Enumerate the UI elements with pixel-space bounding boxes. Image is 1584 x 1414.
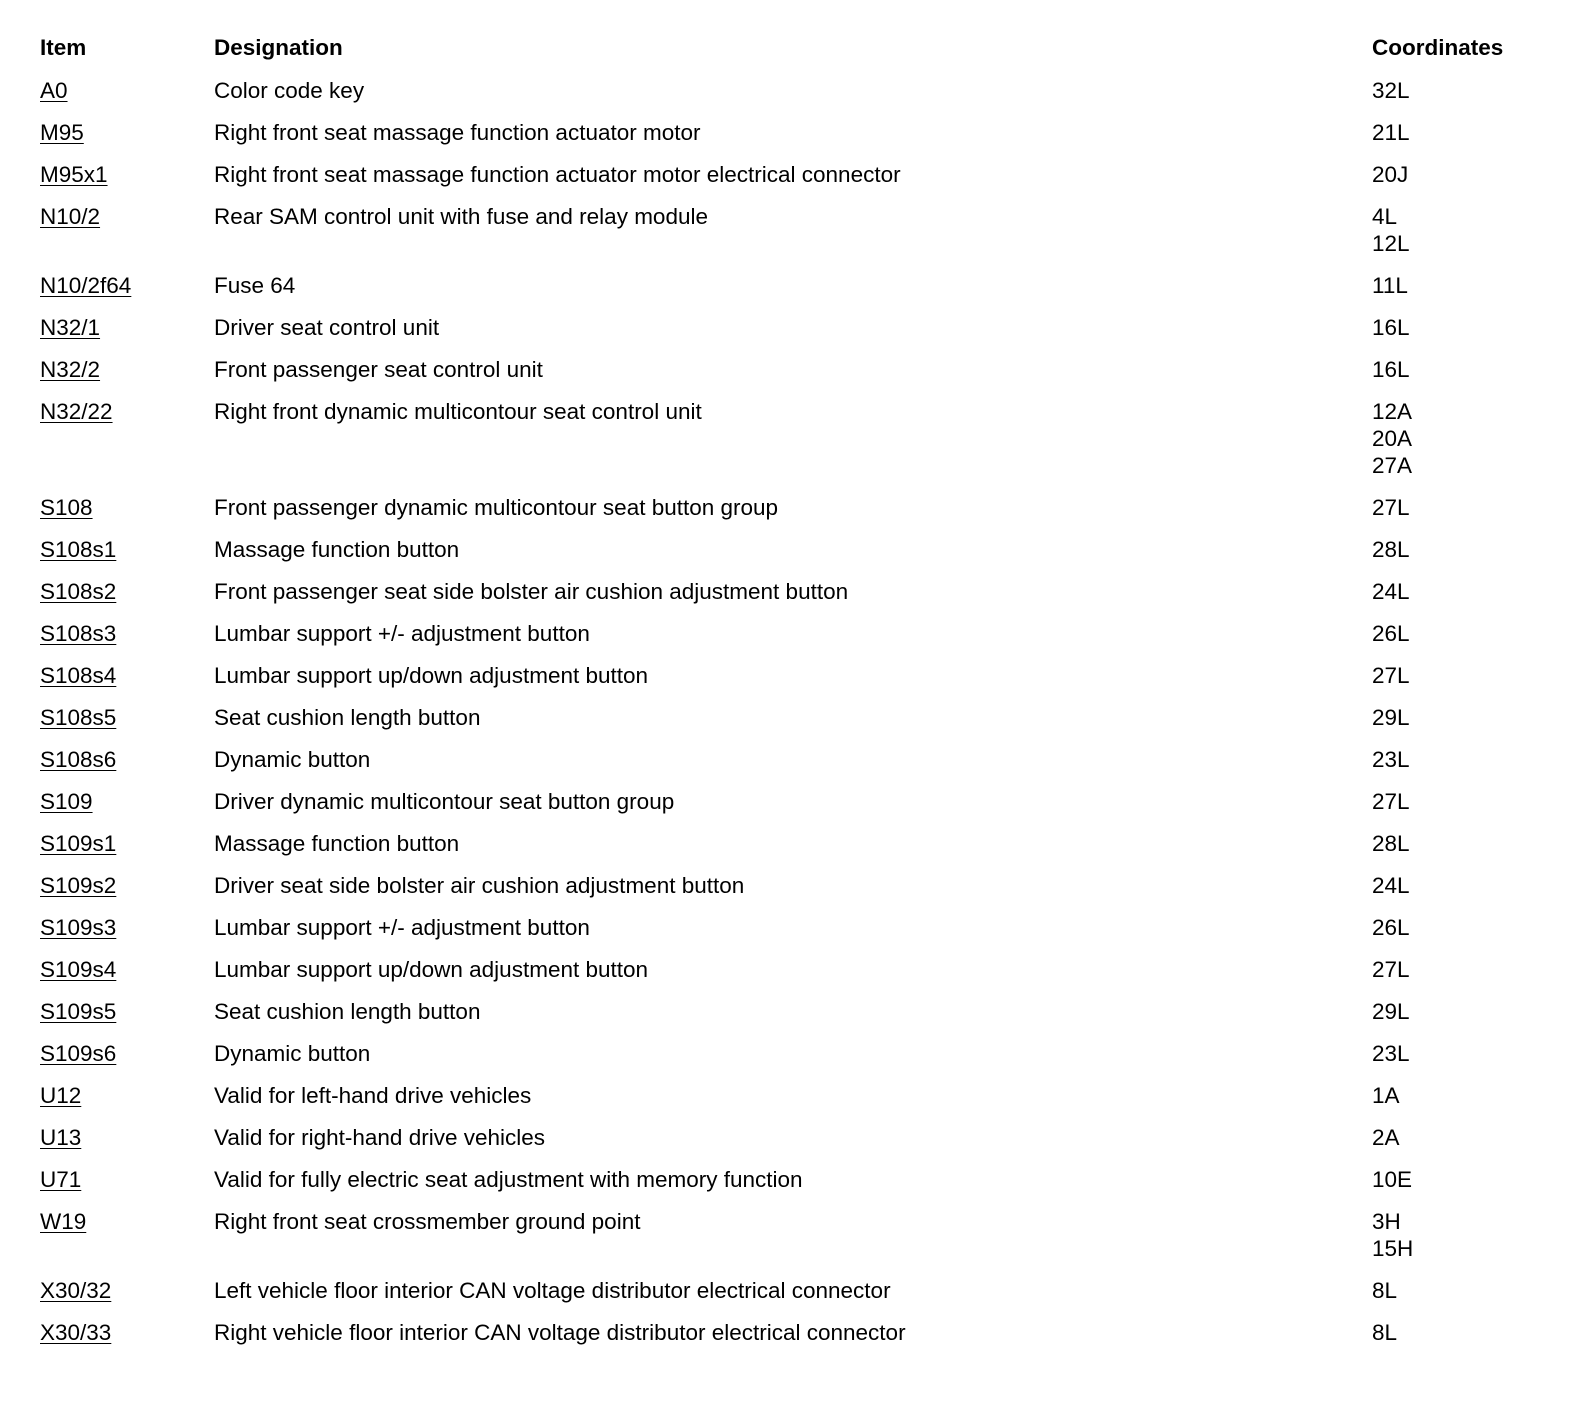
coordinate-value: 26L: [1372, 915, 1410, 940]
coordinates-cell: [1372, 991, 1532, 1033]
designation-cell: Front passenger dynamic multicontour seat button group: [214, 495, 779, 520]
designation-cell: Valid for right-hand drive vehicles: [214, 1125, 545, 1150]
item-cell: [30, 655, 214, 697]
coordinate-value: 27L: [1372, 957, 1410, 982]
table-row: [30, 1312, 1532, 1354]
item-link[interactable]: S109s4: [40, 957, 117, 982]
item-link[interactable]: U71: [40, 1167, 82, 1192]
item-link[interactable]: S109s3: [40, 915, 117, 940]
coordinates-cell: [1372, 739, 1532, 781]
item-cell: [30, 949, 214, 991]
item-cell: [30, 265, 214, 307]
item-cell: [30, 823, 214, 865]
table-row: [30, 781, 1532, 823]
item-link[interactable]: S109: [40, 789, 93, 814]
table-row: [30, 112, 1532, 154]
item-cell: [30, 613, 214, 655]
table-row: [30, 613, 1532, 655]
coordinates-cell: [1372, 1312, 1532, 1354]
item-cell: [30, 196, 214, 265]
item-cell: [30, 571, 214, 613]
coordinate-value: 8L: [1372, 1278, 1398, 1303]
coordinates-cell: [1372, 655, 1532, 697]
item-cell: [30, 1270, 214, 1312]
legend-rows: [30, 70, 1532, 1354]
coordinate-value: 16L: [1372, 315, 1410, 340]
item-link[interactable]: U12: [40, 1083, 82, 1108]
coordinates-cell: [1372, 265, 1532, 307]
coordinates-cell: [1372, 70, 1532, 112]
coordinates-cell: [1372, 196, 1532, 265]
designation-cell: Front passenger seat control unit: [214, 357, 543, 382]
designation-cell: Massage function button: [214, 831, 460, 856]
item-link[interactable]: S108s6: [40, 747, 117, 772]
table-row: [30, 154, 1532, 196]
coordinate-value: 15H: [1372, 1236, 1414, 1261]
coordinate-value: 20J: [1372, 162, 1409, 187]
coordinate-value: 23L: [1372, 1041, 1410, 1066]
coordinates-cell: [1372, 907, 1532, 949]
coordinates-cell: [1372, 949, 1532, 991]
item-link[interactable]: S108s2: [40, 579, 117, 604]
coordinates-cell: [1372, 1270, 1532, 1312]
coordinates-cell: [1372, 307, 1532, 349]
item-cell: [30, 487, 214, 529]
item-column-header: Item: [40, 35, 87, 60]
table-row: [30, 529, 1532, 571]
item-cell: [30, 391, 214, 487]
coordinate-value: 27L: [1372, 495, 1410, 520]
item-link[interactable]: S108s4: [40, 663, 117, 688]
component-legend-table: [30, 28, 1532, 1354]
table-row: [30, 487, 1532, 529]
item-link[interactable]: M95: [40, 120, 84, 145]
table-row: [30, 265, 1532, 307]
table-row: [30, 907, 1532, 949]
item-cell: [30, 739, 214, 781]
item-cell: [30, 70, 214, 112]
item-cell: [30, 1312, 214, 1354]
item-link[interactable]: S109s5: [40, 999, 117, 1024]
item-cell: [30, 865, 214, 907]
coordinate-value: 27A: [1372, 453, 1413, 478]
coordinate-value: 8L: [1372, 1320, 1398, 1345]
coordinate-value: 4L: [1372, 204, 1398, 229]
item-link[interactable]: W19: [40, 1209, 87, 1234]
designation-cell: Driver dynamic multicontour seat button group: [214, 789, 675, 814]
item-link[interactable]: N32/1: [40, 315, 101, 340]
item-cell: [30, 697, 214, 739]
designation-cell: Right front dynamic multicontour seat control unit: [214, 399, 702, 424]
table-row: [30, 697, 1532, 739]
designation-cell: Color code key: [214, 78, 365, 103]
table-row: [30, 1117, 1532, 1159]
coordinate-value: 21L: [1372, 120, 1410, 145]
item-cell: [30, 1033, 214, 1075]
coordinate-value: 12A: [1372, 399, 1413, 424]
table-row: [30, 571, 1532, 613]
designation-cell: Front passenger seat side bolster air cushion adjustment button: [214, 579, 849, 604]
item-link[interactable]: S108s3: [40, 621, 117, 646]
item-link[interactable]: S109s6: [40, 1041, 117, 1066]
table-row: [30, 307, 1532, 349]
coordinates-cell: [1372, 1159, 1532, 1201]
coordinate-value: 23L: [1372, 747, 1410, 772]
item-link[interactable]: N32/2: [40, 357, 101, 382]
designation-cell: Lumbar support up/down adjustment button: [214, 663, 649, 688]
item-cell: [30, 1201, 214, 1270]
item-cell: [30, 907, 214, 949]
item-link[interactable]: S108: [40, 495, 93, 520]
coordinate-value: 1A: [1372, 1083, 1400, 1108]
coordinate-value: 26L: [1372, 621, 1410, 646]
coordinates-cell: [1372, 154, 1532, 196]
item-link[interactable]: N10/2f64: [40, 273, 132, 298]
coordinates-cell: [1372, 1033, 1532, 1075]
coordinates-cell: [1372, 613, 1532, 655]
designation-column-header: Designation: [214, 35, 343, 60]
item-cell: [30, 307, 214, 349]
item-cell: [30, 112, 214, 154]
table-row: [30, 949, 1532, 991]
table-row: [30, 1201, 1532, 1270]
item-cell: [30, 1117, 214, 1159]
coordinates-column-header: Coordinates: [1372, 35, 1504, 60]
designation-cell: Seat cushion length button: [214, 705, 481, 730]
table-row: [30, 1270, 1532, 1312]
table-row: [30, 739, 1532, 781]
coordinates-cell: [1372, 112, 1532, 154]
item-link[interactable]: X30/33: [40, 1320, 112, 1345]
item-cell: [30, 1075, 214, 1117]
designation-cell: Lumbar support +/- adjustment button: [214, 621, 590, 646]
item-cell: [30, 781, 214, 823]
item-link[interactable]: S109s1: [40, 831, 117, 856]
item-cell: [30, 1159, 214, 1201]
coordinates-cell: [1372, 571, 1532, 613]
item-cell: [30, 349, 214, 391]
table-row: [30, 196, 1532, 265]
coordinate-value: 11L: [1372, 273, 1408, 298]
table-row: [30, 865, 1532, 907]
coordinates-cell: [1372, 529, 1532, 571]
coordinate-value: 3H: [1372, 1209, 1401, 1234]
designation-cell: Left vehicle floor interior CAN voltage distributor electrical connector: [214, 1278, 891, 1303]
table-row: [30, 823, 1532, 865]
designation-cell: Lumbar support +/- adjustment button: [214, 915, 590, 940]
coordinate-value: 29L: [1372, 705, 1410, 730]
designation-cell: Lumbar support up/down adjustment button: [214, 957, 649, 982]
coordinate-value: 24L: [1372, 873, 1410, 898]
coordinate-value: 28L: [1372, 831, 1410, 856]
designation-cell: Dynamic button: [214, 747, 371, 772]
coordinates-cell: [1372, 1117, 1532, 1159]
coordinates-cell: [1372, 349, 1532, 391]
designation-cell: Seat cushion length button: [214, 999, 481, 1024]
coordinates-cell: [1372, 1075, 1532, 1117]
coordinate-value: 27L: [1372, 789, 1410, 814]
item-link[interactable]: N10/2: [40, 204, 101, 229]
item-link[interactable]: X30/32: [40, 1278, 112, 1303]
designation-cell: Valid for fully electric seat adjustment with memory function: [214, 1167, 803, 1192]
coordinates-cell: [1372, 487, 1532, 529]
table-row: [30, 991, 1532, 1033]
item-link[interactable]: S108s1: [40, 537, 117, 562]
coordinate-value: 2A: [1372, 1125, 1400, 1150]
table-row: [30, 655, 1532, 697]
coordinate-value: 24L: [1372, 579, 1410, 604]
coordinate-value: 32L: [1372, 78, 1410, 103]
coordinate-value: 12L: [1372, 231, 1410, 256]
coordinates-cell: [1372, 865, 1532, 907]
designation-cell: Rear SAM control unit with fuse and relay module: [214, 204, 708, 229]
table-row: [30, 1075, 1532, 1117]
designation-cell: Dynamic button: [214, 1041, 371, 1066]
table-row: [30, 391, 1532, 487]
designation-cell: Right front seat crossmember ground point: [214, 1209, 641, 1234]
item-link[interactable]: S108s5: [40, 705, 117, 730]
table-row: [30, 1159, 1532, 1201]
item-link[interactable]: U13: [40, 1125, 82, 1150]
item-link[interactable]: M95x1: [40, 162, 108, 187]
item-cell: [30, 991, 214, 1033]
designation-cell: Valid for left-hand drive vehicles: [214, 1083, 532, 1108]
table-row: [30, 70, 1532, 112]
item-cell: [30, 154, 214, 196]
item-link[interactable]: A0: [40, 78, 68, 103]
coordinates-cell: [1372, 391, 1532, 487]
designation-cell: Massage function button: [214, 537, 460, 562]
header-row: [30, 28, 1532, 70]
coordinate-value: 29L: [1372, 999, 1410, 1024]
designation-cell: Right front seat massage function actuator motor: [214, 120, 701, 145]
table-row: [30, 349, 1532, 391]
coordinates-cell: [1372, 781, 1532, 823]
coordinate-value: 10E: [1372, 1167, 1413, 1192]
coordinate-value: 20A: [1372, 426, 1413, 451]
coordinate-value: 28L: [1372, 537, 1410, 562]
item-cell: [30, 529, 214, 571]
coordinates-cell: [1372, 697, 1532, 739]
designation-cell: Right vehicle floor interior CAN voltage distributor electrical connector: [214, 1320, 906, 1345]
designation-cell: Driver seat side bolster air cushion adjustment button: [214, 873, 745, 898]
coordinates-cell: [1372, 1201, 1532, 1270]
coordinate-value: 27L: [1372, 663, 1410, 688]
item-link[interactable]: S109s2: [40, 873, 117, 898]
designation-cell: Driver seat control unit: [214, 315, 440, 340]
item-link[interactable]: N32/22: [40, 399, 113, 424]
coordinate-value: 16L: [1372, 357, 1410, 382]
table-row: [30, 1033, 1532, 1075]
coordinates-cell: [1372, 823, 1532, 865]
designation-cell: Fuse 64: [214, 273, 296, 298]
designation-cell: Right front seat massage function actuator motor electrical connector: [214, 162, 901, 187]
